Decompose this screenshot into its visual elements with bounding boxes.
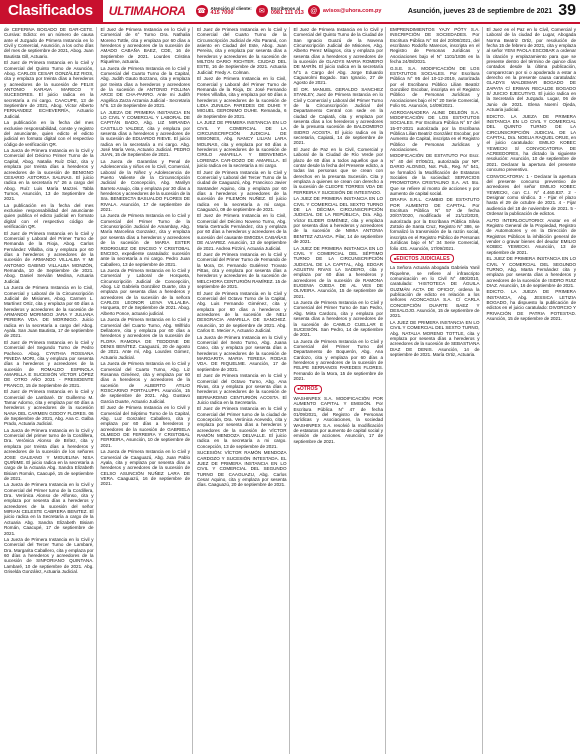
mail-icon: @ bbox=[308, 5, 320, 17]
classified-notice: La Jueza de Primera Instancia en lo Civil y Comercial del Primer Turno de San Pedro, Abg. Mirta Cardozo, cita y emplaza por sesenta días a herederos y acreedores de la sucesión de CAMILO CUELLAR E SUCESIÓN. San Pedro, 14 de septiembre de 2021. bbox=[293, 300, 383, 338]
classified-notice: El Juez de Primera Instancia en lo Civil y Comercial del Quinto Turno de la Ciudad de San Ignacio Guazú de la Novena Circunscripción Judicial de Misiones, Abg. Alberto Perez Milagros, cita y emplaza por sesenta días a herederos y acreedores de la sucesión de GLADYS MARIA ROMERO DE MARÍN. El juicio radica en la secretaría N°1 a Cargo del Abg. Jorge Eduardo Caguarolmi Bogado. San Ignacio, 27 de Agosto de 2021. bbox=[293, 27, 383, 86]
classified-notice: LA JUEZ DE PRIMERA INSTANCIA EN LO CIVIL Y COMERCIAL DEL SÉPTIMO TURNO DE LA CIRCUNSCRIPCIÓN JUDICIAL DE LA CAPITAL, Abg. EDGAR AGUSTIN RIVAS LA SADERO, cita y emplaza por 60 días a herederos y acreedores de la sucesión de RAMONA EUGENIA OJEDA DE AL VES DE OLIVEIRA. Asunción, 15 de septiembre de 2021. bbox=[293, 245, 383, 299]
contact-email-value: avisos@uhora.com.py bbox=[322, 7, 382, 14]
classified-notice: La publicación en la fecha del mes exclusive responsabilidad del anunciante quien publica el edicto judicial en formato digital con el respectivo código de verificación QR. bbox=[4, 202, 94, 230]
section-label: ■ EDICTOS JUDICIALES bbox=[390, 254, 454, 263]
classified-notice: SUCESIÓN: VÍCTOR RAMÓN MENDOZA CARDOZO Y SUCESIÓN INTESTADA. EL JUEZ DE PRIMERA INSTANCIA EN LO CIVIL Y COMERCIAL DEL SEGUNDO TURNO DE CAAGUAZU, Abg. Carlos Cesar Aquino, cita y emplaza por sesenta días. Caaguazú, 20 de septiembre de 2021. bbox=[197, 450, 287, 488]
classified-notice: G.S.E. S.A. MODIFICACIÓN DE LOS ESTATUTOS SOCIALES. Por Escritura Pública N° 95 del 10-12-2019, autorizada por el Escribano Público Lilian Beatriz González Escobar, inscripta en el Registro Público de Personas Jurídicas y Asociaciones bajo el N° 20 Serie Comercial, Folio 91. Asunción, 14/09/2021. bbox=[390, 65, 480, 108]
classified-notice: La Señora Actuaria abogada Gabriela Yanil Riquelme, se refiere al infrascripto comunicación en lo Civil N° 480/2010, caratulado: 'HISTOTECA DE ÁGUILA GUZMÁN ACTA DE OFICIO', ordena la publicación de edicto en relación a los señores ACONCAGUA S.A. C/ CARLA CONCEPCIÓN DUARTE BAEZ Y DESALOJO. Asunción, 15 de septiembre de 2021. bbox=[390, 265, 480, 319]
classified-notice: La Jueza de Primera Instancia en lo Civil y Comercial del Primer Turno de la Circunscripción Judicial de Amambay, Abg. María Marcelina Gonzalez, cita y emplaza por sesenta días a herederos y acreedores de la sucesión de MARIA ESTER RODRIGUEZ DE ENCISO Y CRISTOBAL ENCISO, expediente caratulado: sucesión ante la secretaría a mi cargo. Pedro Juan Caballero, 13 de septiembre de 2021. bbox=[100, 213, 190, 267]
contact-phone-label: Atención al cliente: bbox=[210, 6, 252, 11]
classified-notice: La Jueza de Primera Instancia en lo Civil y Comercial del Cuarto Turno de la Capital, Abg. Judith Gauto Bozzano, cita y emplaza por treinta días a herederos y acreedores de la sucesión de ANTONIO FOLLINA ARCE DE CHA-PARRO. Ante mi Judith Angélica Zarza Arzamia Judicial - Secretaria N°6. 13 de Septiembre de 2021. bbox=[100, 65, 190, 108]
whatsapp-icon: ✉ bbox=[256, 5, 268, 17]
classified-notice: La Jueza de Primera Instancia en lo Civil y Comercial del Primer turno de la Cordillera, Dra. Verónica Alonso de Alfonso, cita y emplaza por sesenta días a herederos y acreedores de la sucesión del señor MIRIAN CELESTE CABRERA BENITEZ. El juicio radica en la Secretaría a cargo de la Actuaria Abg. Sandra Elizabeth Bisiam Román, Caacupé, 17 de septiembre de 2021. bbox=[4, 482, 94, 536]
classified-notice: La Jueza de Primera Instancia en lo Civil y Comercial del primer turno de la Cordillera, Dra. Verónica Alonso de Brítez, cita y emplaza por treinta días a herederos y acreedores de la sucesión de los señores JOSE GALEANO Y MIGUELINA NISA QUIÑIME. El juicio radica en la secretaría a cargo de la Actuaria Abg. Sandra Elizabeth Bisiam Román, Caacupé, 15 de septiembre de 2021. bbox=[4, 427, 94, 481]
classified-notice: El Juez de Primera Instancia en lo Civil y Comercial del Quinto Turno de Asunción, Abog. CARLOS CESAR GONZÁLEZ RIOS, cita y emplaza por treinta días a herederos y acreedores de la sucesión de FELIX ANTONIO KARAVA MARECO Y SUCESORES. El juicio radica en la secretaría a mi cargo. CAACUPE, 13 de Septiembre de 2021, Abog. Víctor Alberto FERNANDEZ ECHEVERRÍA, Actuario Judicial. bbox=[4, 60, 94, 119]
column-4 bbox=[292, 27, 387, 754]
classified-notice: El Juez de Primera Instancia en lo Civil, Comercial y Laboral del Primer Turno de Remanda de la Rioja, Dr. José Fernando Fretes Villalba, cita y emplaza por 60 días a herederos y acreedores de la sucesión de LIDIA ZUNILDA PAREDES DE DUHE Y MIGUEL GERONIMO DUHE. Remanda, 6 de Septiembre de 2021. bbox=[197, 76, 287, 119]
classified-notice: EDICTO. LA JUEZA DE PRIMERA INSTANCIA, Abg. JESSICA LETIZIA BOGADO, ha dispuesto la publicación de edictos en el juicio caratulado: DIVORCIO Y PRIVACIÓN DE PATRIA POTESTAD. Asunción, 15 de septiembre de 2021. bbox=[486, 289, 576, 322]
page-number: 39 bbox=[558, 2, 576, 19]
contact-whatsapp-value: 0981 111 013 bbox=[270, 10, 304, 16]
classified-notice: LA JUEZ DE PRIMERA INSTANCIA EN LO CIVIL Y COMERCIAL DE LA CIRCUNSCRIPCIÓN JUDICIAL DE MISIONES, Abg. NANCY LILIAN LARA MOLINAS, cita y emplaza por 60 días a herederos y acreedores de la sucesión de CIRILO AMARILLA Y BIENVENIDA LORENZA CAR-DOZO DE AMARILLA. El juicio radica en la secretaría a mi cargo. bbox=[197, 120, 287, 168]
classified-notice: El Juez de Primera Instancia en lo Civil y Comercial de Lambaré. Dr Guillermo M. Tamar Adorno, cita y emplaza por 60 días a herederos y acreedores de la sucesión NANA DEL CARMEN GODOY FLORES. 06 de Septiembre de 2021, Abg. Ana C. Galba Prado, Actuaria Judicial. bbox=[4, 389, 94, 427]
column-1 bbox=[2, 27, 97, 754]
classified-notice: La Jueza de Primera Instancia en lo Civil, Comercial y Laboral de la Circunscripción Judicial de Misiones, Abog. Carmen L. Martínez Ortiz, cita y emplaza por 60 días a herederos y acreedores de la sucesión de ARMANDO MORINIGO JARA Y JULIANA PEREIRA VDA. DE MORINIGO. Juicio radica en la secretaría a cargo del Abog. Ayala. San Juan Bautista, 17 de septiembre de 2021. bbox=[4, 285, 94, 339]
classified-notice: La Jueza de Primera Instancia en lo Civil y Comercial del Sexto Turno, Abg. Juana Cano, cita y emplaza por sesenta días a herederos y acreedores de la sucesión de MARGARITA MARIA TERESA RODAS VDA. DE RIQUELME. Asunción, 17 de septiembre de 2021. bbox=[197, 334, 287, 372]
classified-notice: WASHINPEX S.A. MODIFICACIÓN POR AUMENTO CAPITAL Y EMISIÓN. Por Escritura Pública N° 47 de fecha 01/09/2021, del Registro de Personas Jurídicas y Asociaciones, la sociedad WASHINPEX S.A. resolvió la modificación de estatutos por aumento de capital social y emisión de acciones. Asunción, 17 de septiembre de 2021. bbox=[293, 396, 383, 444]
classified-notice: AGROGANADERA ALINE DELEÓN S.A. MODIFICACIÓN DE LOS ESTATUTOS SOCIALES. Por Escritura Pública N° 57 del 15-07-2021 autorizada por la Escribana Pública Lilian Beatriz González Escobar, por Aumento de Capital, inscripta en el Registro Público de Personas Jurídicas y Asociaciones. bbox=[390, 109, 480, 152]
classified-notice: El Juez de Primera Instancia en lo Civil, Comercial del Décimo Noveno Turno, Abg. Maria Gertrudis Fernández, cita y emplaza por 60 días a herederos y acreedores de la sucesión del causante EMIGDIA CABAÑAS DE ALVAREZ. Asunción, 13 de septiembre de 2021. Andrea Pizzini, Actuaria Judicial. bbox=[197, 213, 287, 251]
classified-notice: El DR. MANUEL GERALDO SANCHEZ STANLEY, Juez de Primera Instancia en lo Civil y Comercial y Laboral del Primer Turno de la Circunscripción Judicial del Departamento Central con sede en la ciudad de Capiatá, cita y emplaza por sesenta días a los herederos y acreedores de la presunta sucesión de BALDOMERO ISIDRO ACOSTA. El juicio radica en la secretaría, Capiatá, 14 de septiembre de 2021. bbox=[293, 86, 383, 146]
classified-notice: AUTO INTERLOCUTORIO: Anotar en el Registro General de la Propiedad, Registro de Automotores y en la Dirección de Registros Públicos la inhibición general de vender o gravar bienes del deudor EMILIO KOBEC YEWECKI. Asunción, 13 de septiembre de 2021. bbox=[486, 217, 576, 255]
classified-notice: La Jueza de Primera Instancia en lo Civil y Comercial de Caaguazú, Abg. Juan Pablo Ayala, cita y emplaza por sesenta días a herederos y acreedores de la sucesión de CELSO ASUNCIÓN NUÑEZ LARA DE VERA. Caaguazú, 16 de septiembre de 2021. bbox=[100, 449, 190, 487]
classified-notice: El Juez de Primera Instancia en lo Civil y Comercial del Segundo Turno de Pedro Pacheco. Abog. CYNTHIA ROSSANA PINEDA MORI, cita y emplaza por sesenta días a herederos y acreedores de la sucesión de ROMALDO ESPINOLA AMARILLA E SUCESIÓN VÍCTOR LÓPEZ DE OTRO AÑO 2021 - PRESIDENTE FRANCO, 15 de Septiembre de 2021. bbox=[4, 339, 94, 388]
classified-notice: El Juez de Primera Instancia en lo Civil y Comercial del Séptimo Turno de la Capital, Abg. Luz Gonzalez Caballero, cita y emplaza por 60 días a herederos y acreedores de la sucesión de GABRIELA OLMEDO DE FERREIRA Y CRISTOBAL FERREIRA, Asunción, 10 de septiembre de 2021. bbox=[100, 405, 190, 448]
column-2 bbox=[99, 27, 194, 754]
classified-notice: La Jueza de Garantías y Penal de Adolescencia y niños en lo Civil, Comercial, Laboral de la Niñez y Adolescencia de Puerto Valiente de la Circunscripción Judicial de Concepción, Abg. Marilyn Barreto Araujo, cita y emplaza por 30 días a herederos y acreedores de la sucesión de la Sra. BENEDICTA BASUALDO FLORES DE RIVALA. Asunción, 17 de septiembre de 2021. bbox=[100, 158, 190, 212]
classified-notice: El Juez de Primera Instancia en lo Civil y Comercial del Primer turno de la ciudad de Concepción, Dra. Verónica Acevedo, cita y emplaza por sesenta días a herederos y acreedores de la sucesión de VÍCTOR RAMÓN MENDOZA DELVALLE. El juicio radica en la secretaría a mi cargo. Concepción, 13 de septiembre de 2021. bbox=[197, 406, 287, 449]
classified-notice: La publicación en la fecha del mes exclusive responsabilidad, conste y registro del anunciante, quien edicto el edicto judicial en formato digital con el respectivo código de verificación QR. bbox=[4, 120, 94, 147]
classified-notice: La Jueza de Primera Instancia en lo Civil y Comercial y Laboral de Horqueta, Circunscripción Judicial de Concepción, Abog. Liz Gabriela González Duarte, cita y emplaza por sesenta días a herederos y acreedores de la sucesión de la señora CARLOS LEONOR LEIVA VILLALBA. Horqueta, 07 de Septiembre de 2021. Abog. Alberto Ponce, actuario judicial. bbox=[100, 268, 190, 316]
column-3 bbox=[195, 27, 290, 754]
classified-notice: El Juez de Primera Instancia en lo Civil y Comercial y Laboral del Tercer Turno de la ciudad de Caaguazú, Abg. Francisco Javier Santander Aquino, cita y emplaza por 60 días a herederos y acreedores de la sucesión de FILEMON NUÑEZ. El juicio radica en la secretaría a mi cargo. Caaguazú, 09 de septiembre de 2021. bbox=[197, 169, 287, 212]
classified-notice: El Juez de Primera Instancia en lo Civil y Comercial del Octavo Turno, Abg. Ana Rivas, cita y emplaza por sesenta días a herederos y acreedores de la sucesión de BERNARDINO CENTURIÓN ACOSTA. El Juicio radica en la Secretaría. bbox=[197, 373, 287, 405]
classified-notice: La Jueza de Primera Instancia en lo Civil y Comercial del Primer Turno del Departamento de Boquerón, Abg. Ana Cardozo, cita y emplaza por 60 días a herederos y acreedores de la sucesión de FELIPE SERRANOS PAREDES FLORES. Fernando de la Mora, 15 de septiembre de 2021. bbox=[293, 338, 383, 382]
section-label: ■ OTROS bbox=[294, 385, 322, 394]
classified-notice: DRAFIA S.R.L. CAMBIO DE ESTATUTO POR AUMENTO DE CAPITAL. Por Escritura Pública N° 57 de fecha 20/07/2020, modificado el 21/12/2020, autorizada por la Escribana Pública Silvia Zottolo de Santa Cruz, Registro N° 386, se formalizó la transmisión de la razón social, inscripta en el Registro Público de Personas Jurídicas bajo el N° 34 Serie Comercial, folio 431. Asunción, 17/09/2021. bbox=[390, 197, 480, 251]
section-title: Clasificados bbox=[0, 0, 103, 23]
contact-whatsapp bbox=[256, 5, 304, 17]
issue-date: Asunción, jueves 23 de septiembre de 2021 bbox=[407, 7, 553, 15]
classifieds-columns bbox=[2, 27, 578, 754]
classified-notice: CONVOCATORIA: 1 - Declarar la apertura del presente concurso preventivo de acreedores del señor EMILIO KOBEC YEWECKI, con C.I. N° 4.460.837. 2 - Designar como síndico. 3 - Fijar el plazo hasta el 29 de octubre de 2021. 4 - Fijar audiencia del 18 de noviembre de 2021. 5 - Ordenar la publicación de edictos. bbox=[486, 173, 576, 217]
classified-notice: La Jueza de Primera Instancia en lo Civil y Comercial del Tercer Turno de Lambaré, Dra. Margarita Caballero, cita y emplaza por 60 días a herederos y acreedores de la sucesión de SINFORIANO QUINTANA. Lambaré, 10 de septiembre de 2021. Abg. Griselda González, Actuaria Judicial. bbox=[4, 537, 94, 575]
contact-email bbox=[308, 5, 382, 17]
contact-phone bbox=[196, 5, 252, 17]
classified-notice: El Juez en el Paz en lo Civil, Comercial y Laboral de la ciudad de Lugar, Abogada Norma Beatriz Ortiz, por resolución de fecha 15 de febrero de 2021, cita y emplaza al señor YENI PAOLA ESCOBAR a ordenar la citación y emplazamiento para que se presente dentro del término de quince días contados desde la última publicación, comparezcan por si o apoderado a estar a derecho en la presente causa caratulada: GLADYS WALDEMAR BOGADO DE ZAPATA C/ ERWAN RECALDE BOGADO S/ JUICIO EJECUTIVO. El juicio radica en la Secretaría del Juzgado. Lugar, 06 de Junio de 2021. Elena Noemí Ojeda, Actuaria judicial. bbox=[486, 27, 576, 113]
classified-notice: EDICTO. LA JUEZA DE PRIMERA INSTANCIA EN LO CIVIL Y COMERCIAL DEL QUINTO TURNO DE LA CIRCUNSCRIPCIÓN JUDICIAL DE LA CAPITAL, Dra. NOELIA RAQUEL ORUE, en el juicio caratulado: EMILIO KOBEC YEWECKI S/ CONVOCATORIA DE ACREEDORES, ha dictado la siguiente resolución: Asunción, 10 de septiembre de 2021. Declarar la apertura del presente concurso preventivo. bbox=[486, 113, 576, 173]
classified-notice: EMPRENDIMIENTOS YAJY PÓTY S.A. INSCRIPCIÓN DE SOCIEDADES. Por Escritura Pública N° 84 del 20/08/2021, del escribano Rodolfo Marecos, inscripta en el Registro de Personas Jurídicas y Asociaciones bajo el N° 1101/1836 en la fecha 24/08/2021. bbox=[390, 27, 480, 65]
classified-notice: La Jueza de Primera Instancia en lo Civil y Comercial del Décimo Primer Turno de la Capital, Abog. Natalia Ruíz Díaz, cita y emplaza por treinta días a herederos y acreedores de la sucesión de BENIGNO CESARIO ASTORGA SALINAS. El juicio radica en la secretaría N° 26 a cargo del Abog. Ruíz Luis María Mazzei. Tabla Turnos, Asunción, 13 de Septiembre de 2021. bbox=[4, 148, 94, 202]
classified-notice: El Juez de Primera Instancia en lo Civil y Comercial de 6° Turno Dra. Nathalia Moreno Tottle, cita y emplaza por 60 días a herederos y acreedores de la sucesión de AMADO CABAÑA BAEZ, CDE, 16 de Septiembre de 2021. Lourdes Cristina Riquelme, actuaria. bbox=[100, 27, 190, 65]
page-header bbox=[0, 0, 580, 24]
classified-notice: La Jueza de Primera Instancia en lo Civil y Comercial del Cuarto Turno, Abg. Liz Rosanna Giménez, cita y emplaza por 60 días a herederos y acreedores de la sucesión de ALBERTO ATILIO ROSCARINO PORTALUPPI. Asunción, 15 de septiembre de 2021. Abg. Gustavo Garcia Duarte, Actuario Judicial. bbox=[100, 361, 190, 404]
classified-notice: LA JUEZ DE PRIMERA INSTANCIA EN LO CIVIL Y COMERCIAL DEL SEXTO TURNO DE LA DÉCIMA CIRCUNSCRIPCIÓN JUDICIAL DE LA REPÚBLICA, Dra. Abg. Víctor ELIDER GIMÉNEZ, cita y emplaza por sesenta días a herederos y acreedores de la sucesión de NIMIA ANTONIA BENITEZ AZUAGA. Pilar, 14 de septiembre de 2021. bbox=[293, 196, 383, 244]
classified-notice: El Juez de Primera Instancia en lo Civil y Comercial del Primer Turno de Fernando de la Mora, Dr. Fernando Gutiérrez Trovato Pittas, cita y emplaza por sesenta días a herederos y acreedores de la sucesión de MELCHORA CENTURIÓN RAMÍREZ. 15 de septiembre de 2021. bbox=[197, 252, 287, 290]
classified-notice: LA JUEZ DE PRIMERA INSTANCIA EN LO CIVIL Y COMERCIAL DEL SEXTO TURNO, Abg. NATALIA MORENO TOTTLE, cita y emplaza por sesenta días a herederos y acreedores de la sucesión de SEBASTIANA DIAZ DE DENIS. Asunción, 14 de septiembre de 2021. María Ortiz, Actuaria. bbox=[390, 320, 480, 358]
classified-notice: El Juez de Paz en lo Civil, Comercial y Laboral de la Ciudad de Río Verde por plazo de 60 días a todos aquellos que a contar desde la fecha del Presente edicto, a todas las personas que se crean con derechos en la presunta Sucesión. Cita y emplaza a quienes se crean con derecho a la sucesión de CLEOFE TORRES VDA DE FERREIRA Y SUCESIÓN DE INTESTADO. bbox=[293, 146, 383, 195]
classified-notice: EL JUEZ DE PRIMERA INSTANCIA EN LO CIVIL Y COMERCIAL DEL SEGUNDO TURNO, Abg. Marta Fernández cita y emplaza por sesenta días a herederos y acreedores de la sucesión de ISIDRO RUIZ DIAZ. Asunción, 16 de septiembre de 2021. bbox=[486, 256, 576, 288]
classified-notice: El Juez de Primera Instancia en lo Civil y Comercial del Cuarto Turno de la Circunscripción Judicial de Alto Paraná, con asiento en Ciudad del Este, Abog. Juan Pereira, cita y emplaza por sesenta días a herederos y acreedores de la sucesión de MILTON DARIO RICHTER. CIUDAD DEL ESTE, 16 de Septiembre de 2021. Actuaria Judicial: Fredy A. Colman. bbox=[197, 27, 287, 75]
contact-phone-value: 415 7000 bbox=[210, 10, 234, 16]
contact-whatsapp-label: Escríbenos al bbox=[270, 6, 301, 11]
classified-notice: El Juez de Primera Instancia en lo Civil y Comercial del Octavo Turno de la Capital, Abg. Luis Fernando Giménez, cita y emplaza por 60 días a herederos y acreedores de la sucesión de NELI DESGRACIA AMARILLA DE SANCHEZ. Asunción, 10 de septiembre de 2021. Abg. Carlos E. Mecier A, Actuario Judicial. bbox=[197, 290, 287, 334]
classified-notice: de CEFERINA BOGADO DE GAR-CETE. Cursiva: Edicto: en un número de causa ante el Juzgado de Primera Instancia en lo Civil y Comercial, Asunción, a los ocho días del mes de septiembre de 2021, Abog. Juan Bautista Gill, Actuario. bbox=[4, 27, 94, 59]
newspaper-logo: ULTIMAHORA bbox=[108, 4, 186, 18]
column-5 bbox=[388, 27, 483, 754]
classified-notice: El Juez de Primera Instancia en lo Civil y Comercial y Laboral del Primer Turno de Remanda de la Rioja, Abog. Carlos Fernández Villalba, cita y emplaza por 60 días a herederos y acreedores de la sucesión de ARMANDO VILLALBA Y MI ANTONIO GABINO VILLALBA MONZÓN, Remanda, 10 de Septiembre de 2021. Abog. Daniel Servián Medina, Actuaria Judicial. bbox=[4, 230, 94, 284]
phone-icon: ☎ bbox=[196, 5, 208, 17]
classified-notice: LA JUEZA DE PRIMERA INSTANCIA EN LO CIVIL Y COMERCIAL Y LABORAL DE CAPITÁN BADO, Abg. LIZ MIRANDA CASTILLO VALDEZ, cita y emplaza por sesenta días a herederos y acreedores de la sucesión de EDUARDO RIEVE. El juicio radica en la secretaría a mi cargo. Abg. José María Vera, Actuario Judicial. PEDRO JUAN, 15 de Septiembre de 2021. bbox=[100, 109, 190, 158]
column-6 bbox=[485, 27, 579, 754]
classified-notice: La Jueza de Primera Instancia en lo Civil y Comercial del Cuarto Turno, Abg. Wilfrido Dellatorre, cita y emplaza por 60 días a herederos y acreedores de la sucesión de FLORA RAMONA DE TEDDONE DE DENIS BENÍTEZ. Caaguazú, 20 de agosto de 2021. Ante mí, Abg. Lourdes Gómez, Actuario Judicial. bbox=[100, 317, 190, 360]
classified-notice: MODIFICACIÓN DE ESTATUTO Por Escr. N° 40 del 07/06/21, autorizada por NP: DARIO ALONSO, Not. Pub., Reg. N° 541, se formalizó la Modificación de Estatutos Sociales de la sociedad: SERVICIOS PROMOTORA CRISTALINO S.A. Art. 5to. Que se refiere al monto de acciones y por aumento de capital social. bbox=[390, 153, 480, 196]
